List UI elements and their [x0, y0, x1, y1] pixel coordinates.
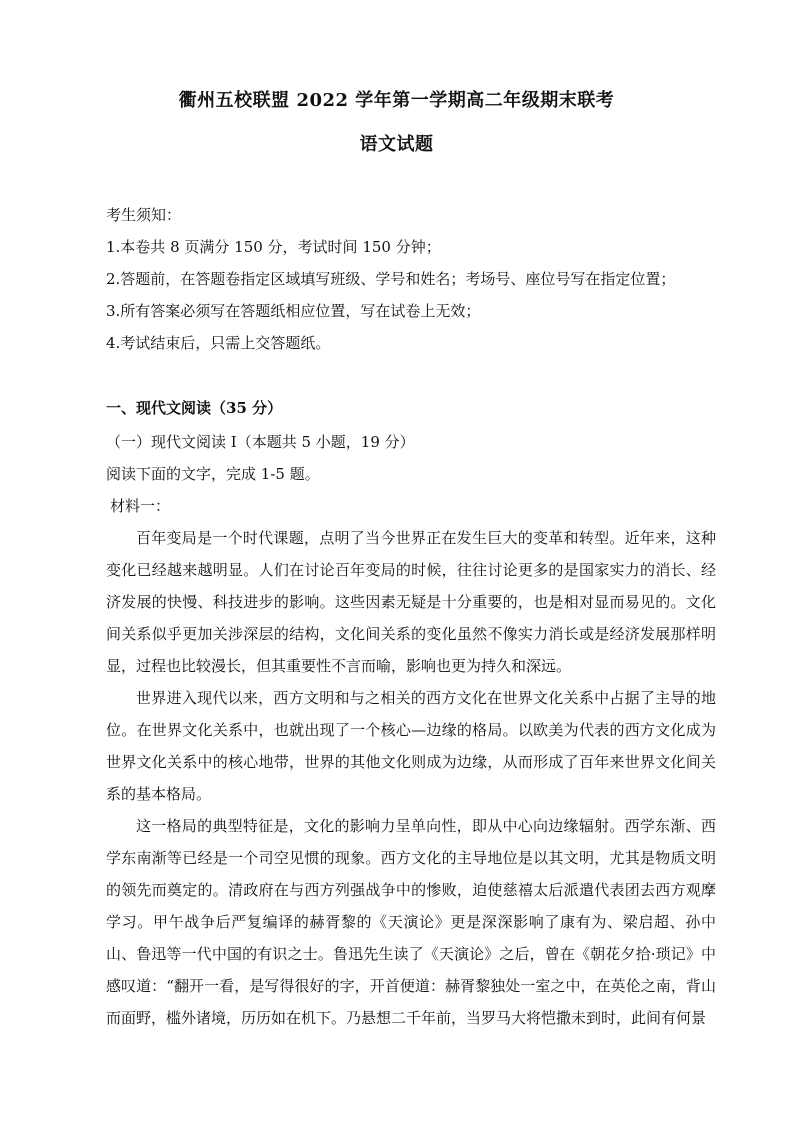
notice-item: 4.考试结束后，只需上交答题纸。	[106, 334, 331, 352]
passage-paragraph: 世界进入现代以来，西方文明和与之相关的西方文化在世界文化关系中占据了主导的地位。在世界文化关系中，也就出现了一个核心—边缘的格局。以欧美为代表的西方文化成为世界文化关系中的核心地带，世界的其他文化则成为边缘，从而形成了百年来世界文化间关系的基本格局。	[106, 689, 716, 803]
passage-paragraph: 百年变局是一个时代课题，点明了当今世界正在发生巨大的变革和转型。近年来，这种变化已经越来越明显。人们在讨论百年变局的时候，往往讨论更多的是国家实力的消长、经济发展的快慢、科技进步的影响。这些因素无疑是十分重要的，也是相对显而易见的。文化间关系似乎更加关涉深层的结构，文化间关系的变化虽然不像实力消长或是经济发展那样明显，过程也比较漫长，但其重要性不言而喻，影响也更为持久和深远。	[106, 529, 716, 675]
section-intro	[106, 426, 716, 522]
notice-item: 3.所有答案必须写在答题纸相应位置，写在试卷上无效；	[106, 302, 481, 320]
subsection-heading: （一）现代文阅读 I（本题共 5 小题，19 分）	[106, 433, 415, 451]
exam-title: 衢州五校联盟 2022 学年第一学期高二年级期末联考	[178, 90, 615, 111]
passage-paragraph: 这一格局的典型特征是，文化的影响力呈单向性，即从中心向边缘辐射。西学东渐、西学东南渐等已经是一个司空见惯的现象。西方文化的主导地位是以其文明，尤其是物质文明的领先而奠定的。清政府在与西方列强战争中的惨败，迫使慈禧太后派遣代表团去西方观摩学习。甲午战争后严复编译的赫胥黎的《天演论》更是深深影响了康有为、梁启超、孙中山、鲁迅等一代中国的有识之士。鲁迅先生读了《天演论》之后，曾在《朝花夕拾·琐记》中感叹道：“翻开一看，是写得很好的字，开首便道：赫胥黎独处一室之中，在英伦之南，背山而面野，槛外诸境，历历如在机下。乃悬想二千年前，当罗马大将恺撒未到时，此间有何景	[106, 817, 716, 1027]
reading-instruction: 阅读下面的文字，完成 1-5 题。	[106, 465, 320, 483]
material-label: 材料一：	[110, 497, 171, 515]
section-heading: 一、现代文阅读（35 分）	[106, 399, 283, 417]
notice-item: 1.本卷共 8 页满分 150 分，考试时间 150 分钟；	[106, 238, 441, 256]
exam-subject: 语文试题	[359, 134, 434, 155]
notice-item: 2.答题前，在答题卷指定区域填写班级、学号和姓名；考场号、座位号写在指定位置；	[106, 270, 676, 288]
reading-passage	[106, 522, 716, 1034]
notice-heading: 考生须知：	[106, 206, 182, 224]
exam-notice	[106, 199, 716, 359]
